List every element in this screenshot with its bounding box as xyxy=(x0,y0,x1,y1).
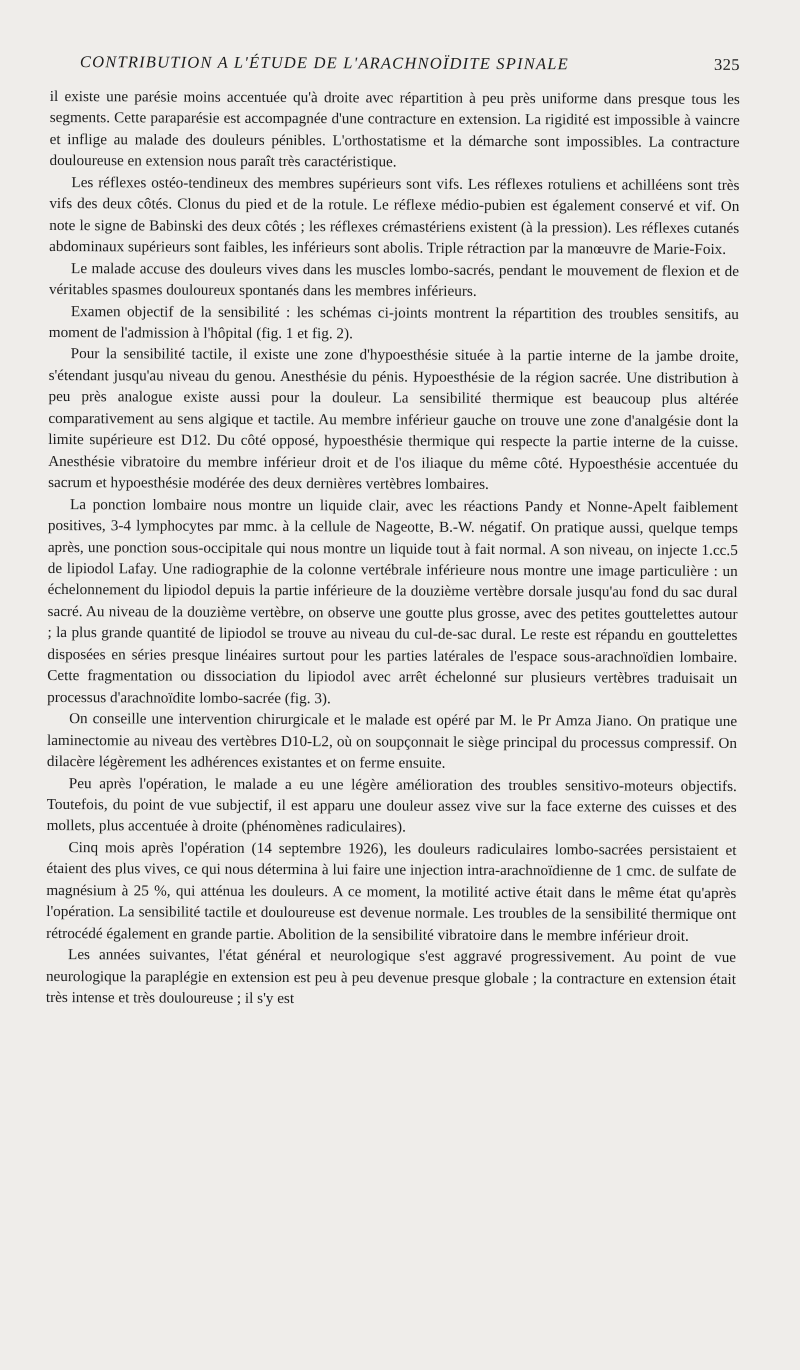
paragraph-reflexes: Les réflexes ostéo-tendineux des membres supérieurs sont vifs. Les réflexes rotuliens et achilléens sont très vifs des deux côtés. Clonus du pied et de la rotule. Le réflexe médio-pubien est également conservé et vif. On note le signe de Babinski des deux côtés ; les réflexes crémastériens existent (à la pression). Les réflexes cutanés abdominaux supérieurs sont faibles, les inférieurs sont abolis. Triple rétraction par la manœuvre de Marie-Foix. xyxy=(49,173,740,259)
page-body xyxy=(46,86,740,1011)
running-title: CONTRIBUTION A L'ÉTUDE DE L'ARACHNOÏDITE SPINALE xyxy=(79,52,569,74)
page-number: 325 xyxy=(713,54,740,75)
paragraph-paresie: il existe une parésie moins accentuée qu'à droite avec répartition à peu près uniforme dans presque tous les segments. Cette paraparésie est accompagnée d'une contracture en extension. La rigidité est impossible à vaincre et inflige au malade des douleurs pénibles. L'orthostatisme et la démarche sont impossibles. La contracture douloureuse en extension nous paraît très caractéristique. xyxy=(49,87,740,171)
paragraph-intervention: On conseille une intervention chirurgicale et le malade est opéré par M. le Pr Amza Jiano. On pratique une laminectomie au niveau des vertèbres D10-L2, où on soupçonnait le siège principal du processus compressif. On dilacère légèrement les adhérences existantes et on ferme ensuite. xyxy=(46,710,738,772)
paragraph-annees-suivantes: Les années suivantes, l'état général et neurologique s'est aggravé progressivement. Au point de vue neurologique la paraplégie en extension est peu à peu devenue presque globale ; la contracture en extension était très intense et très douloureuse ; il s'y est xyxy=(45,946,737,1008)
paragraph-ponction-lombaire: La ponction lombaire nous montre un liquide clair, avec les réactions Pandy et Nonne-Apelt faiblement positives, 3-4 lymphocytes par mmc. à la cellule de Nageotte, B.-W. négatif. On pratique aussi, quelque temps après, une ponction sous-occipitale qui nous montre un liquide tout à fait normal. A son niveau, on injecte 1.cc.5 de lipiodol Lafay. Une radiographie de la colonne vertébrale inférieure nous montre une image particulière : un échelonnement du lipiodol depuis la partie inférieure de la douzième vertèbre dorsale jusqu'au fond du sac dural sacré. Au niveau de la douzième vertèbre, on observe une goutte plus grosse, avec des petites gouttelettes autour ; la plus grande quantité de lipiodol se trouve au niveau du cul-de-sac dural. Le reste est répandu en gouttelettes disposées en séries presque linéaires surtout pour les parties latérales de l'espace sous-arachnoïdien lombaire. Cette fragmentation ou dissociation du lipiodol avec arrêt échelonné sur plusieurs vertèbres traduisait un processus d'arachnoïdite lombo-sacrée (fig. 3). xyxy=(47,495,739,707)
paragraph-douleurs: Le malade accuse des douleurs vives dans les muscles lombo-sacrés, pendant le mouvement de flexion et de véritables spasmes douloureux spontanés dans les membres inférieurs. xyxy=(48,259,740,300)
page-header xyxy=(50,52,740,89)
paragraph-sensibilite: Pour la sensibilité tactile, il existe une zone d'hypoesthésie située à la partie interne de la jambe droite, s'étendant jusqu'au niveau du genou. Anesthésie du pénis. Hypoesthésie de la région sacrée. Une distribution à peu près analogue existe aussi pour la douleur. La sensibilité thermique est beaucoup plus altérée comparativement au sens algique et tactile. Au membre inférieur gauche on trouve une zone d'analgésie dont la limite supérieure est D12. Du côté opposé, hypoesthésie thermique qui respecte la partie interne de la cuisse. Anesthésie vibratoire du membre inférieur droit et de l'os iliaque du même côté. Hypoesthésie accentuée du sacrum et hypoesthésie modérée des deux dernières vertèbres lombaires. xyxy=(48,345,739,494)
paragraph-examen-objectif: Examen objectif de la sensibilité : les schémas ci-joints montrent la répartition des troubles sensitifs, au moment de l'admission à l'hôpital (fig. 1 et fig. 2). xyxy=(48,302,739,343)
book-page xyxy=(46,52,740,1011)
paragraph-cinq-mois: Cinq mois après l'opération (14 septembre 1926), les douleurs radiculaires lombo-sacrées persistaient et étaient des plus vives, ce qui nous détermina à lui faire une injection intra-arachnoïdienne de 1 cmc. de sulfate de magnésium à 25 %, qui atténua les douleurs. A ce moment, la motilité active était dans le même état qu'après l'opération. La sensibilité tactile et douloureuse est devenue normale. Les troubles de la sensibilité thermique ont rétrocédé également en grande partie. Abolition de la sensibilité vibratoire dans le membre inférieur droit. xyxy=(46,838,737,945)
paragraph-post-operation: Peu après l'opération, le malade a eu une légère amélioration des troubles sensitivo-moteurs objectifs. Toutefois, du point de vue subjectif, il est apparu une douleur assez vive sur la face externe des cuisses et des mollets, plus accentuée à droite (phénomènes radiculaires). xyxy=(46,774,737,836)
